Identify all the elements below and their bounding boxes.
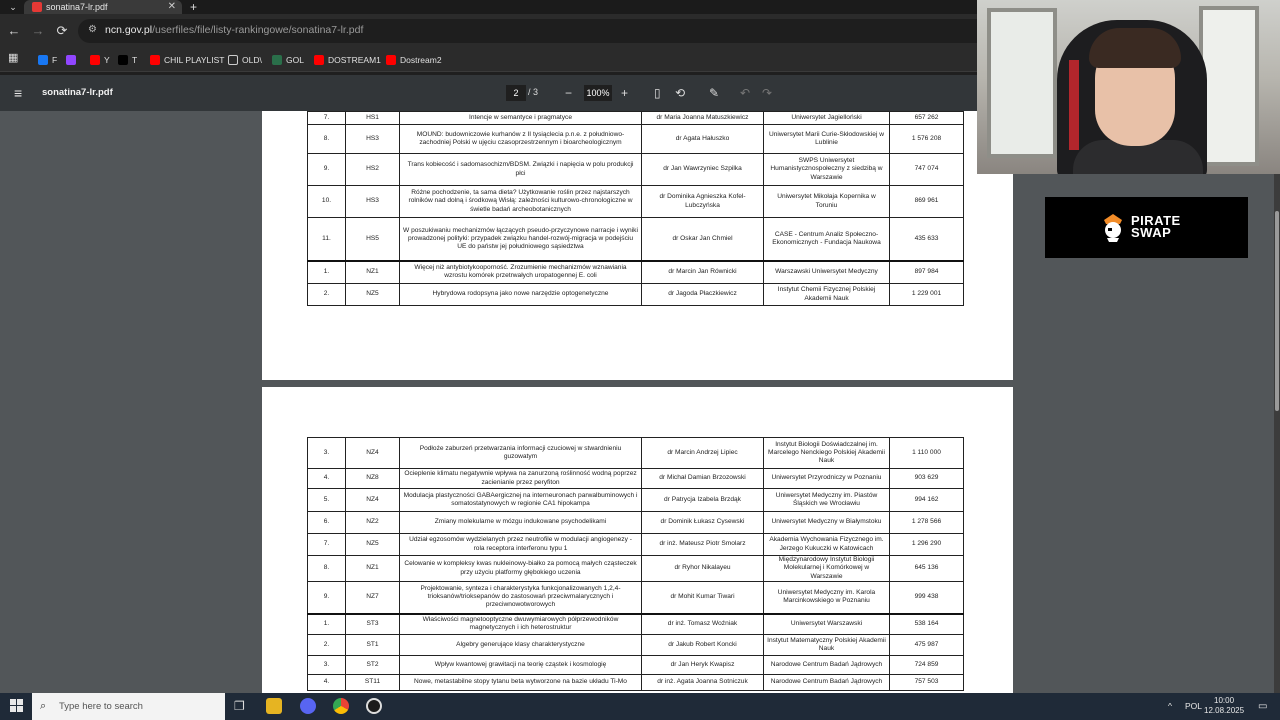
cell-title: Intencje w semantyce i pragmatyce (400, 112, 642, 125)
bookmark-label: F (52, 55, 58, 65)
bookmark-label: T (132, 55, 138, 65)
cell-inst: Warszawski Uniwersytet Medyczny (764, 261, 890, 284)
table-row (308, 635, 964, 656)
cell-amount: 724 859 (890, 656, 964, 675)
cell-person: dr Agata Hałuszko (642, 125, 764, 154)
pdf-page-2 (262, 111, 1013, 380)
new-tab-button[interactable]: + (190, 0, 198, 14)
ranking-table-page2 (307, 111, 964, 306)
url-path: /userfiles/file/listy-rankingowe/sonatina7-lr.pdf (152, 24, 364, 36)
ranking-table-page3 (307, 437, 964, 691)
cell-inst: Uniwersytet Medyczny w Białymstoku (764, 512, 890, 534)
bookmark-favicon-icon (314, 55, 324, 65)
bookmark-item[interactable] (272, 53, 304, 67)
tab-active[interactable] (24, 0, 182, 14)
cell-lp: 9. (308, 582, 346, 614)
site-info-icon[interactable]: ⚙ (88, 24, 97, 35)
cell-inst: CASE - Centrum Analiz Społeczno-Ekonomicznych - Fundacja Naukowa (764, 218, 890, 261)
table-row (308, 512, 964, 534)
chair-stripe (1069, 60, 1079, 150)
cell-amount: 1 278 566 (890, 512, 964, 534)
rotate-icon[interactable]: ⟲ (675, 86, 686, 100)
taskbar-clock[interactable] (1204, 696, 1244, 716)
cell-amount: 475 987 (890, 635, 964, 656)
cell-amount: 897 984 (890, 261, 964, 284)
cell-inst: Międzynarodowy Instytut Biologii Molekularnej i Komórkowej w Warszawie (764, 556, 890, 582)
page-separator: / (528, 87, 531, 97)
cell-lp: 5. (308, 489, 346, 512)
tab-search-button[interactable]: ⌄ (9, 2, 17, 12)
cell-code: HS1 (346, 112, 400, 125)
cell-amount: 657 262 (890, 112, 964, 125)
cell-person: dr Jagoda Płaczkiewicz (642, 284, 764, 306)
cell-code: NZ8 (346, 469, 400, 489)
cell-title: Ocieplenie klimatu negatywnie wpływa na zanurzoną roślinność wodną poprzez zacienianie przez peryfiton (400, 469, 642, 489)
cell-code: HS2 (346, 154, 400, 186)
table-row (308, 438, 964, 469)
cell-title: Więcej niż antybiotykooporność. Zrozumienie mechanizmów wznawiania wzrostu komórek przetrwałych uropatogennej E. coli (400, 261, 642, 284)
notifications-icon[interactable]: ▭ (1258, 701, 1268, 712)
table-row (308, 675, 964, 691)
tray-chevron-icon[interactable]: ^ (1168, 701, 1172, 711)
cell-lp: 8. (308, 556, 346, 582)
language-indicator[interactable]: POL (1185, 701, 1203, 711)
webcam-window-left (987, 8, 1057, 158)
cell-title: MOUND: budowniczowie kurhanów z II tysiąclecia p.n.e. z południowo-zachodniej Polski w ujęciu czasoprzestrzennym i bioarcheologicznym (400, 125, 642, 154)
cell-person: dr inż. Tomasz Woźniak (642, 614, 764, 635)
webcam-window-right (1199, 6, 1259, 166)
tab-title: sonatina7-lr.pdf (46, 2, 108, 12)
logo-text (1131, 215, 1181, 239)
cell-amount: 747 074 (890, 154, 964, 186)
cell-amount: 999 438 (890, 582, 964, 614)
taskbar-search-placeholder: Type here to search (59, 701, 143, 712)
cell-title: Modulacja plastyczności GABAergicznej na interneuronach parwalbuminowych i somatostatynowych w regionie CA1 hipokampa (400, 489, 642, 512)
cell-lp: 11. (308, 218, 346, 261)
cell-lp: 2. (308, 635, 346, 656)
cell-code: ST2 (346, 656, 400, 675)
cell-person: dr Jan Wawrzyniec Szpilka (642, 154, 764, 186)
cell-code: ST1 (346, 635, 400, 656)
cell-title: Algebry generujące klasy charakterystyczne (400, 635, 642, 656)
bookmark-label: OLD\ (242, 55, 262, 65)
cell-lp: 8. (308, 125, 346, 154)
zoom-out-icon[interactable]: − (565, 86, 573, 100)
cell-lp: 9. (308, 154, 346, 186)
menu-icon[interactable]: ≡ (14, 85, 23, 101)
chrome-icon[interactable] (333, 698, 349, 714)
cell-title: Udział egzosomów wydzielanych przez neutrofile w modulacji angiogenezy - rola receptora interferonu typu 1 (400, 534, 642, 556)
cell-title: Celowanie w kompleksy kwas nukleinowy-białko za pomocą małych cząsteczek przy użyciu platformy głębokiego uczenia (400, 556, 642, 582)
cell-inst: Instytut Matematyczny Polskiej Akademii Nauk (764, 635, 890, 656)
zoom-in-icon[interactable]: + (621, 86, 629, 100)
cell-inst: Uniwersytet Medyczny im. Piastów Śląskich we Wrocławiu (764, 489, 890, 512)
bookmark-item[interactable] (386, 53, 442, 67)
zoom-input[interactable]: 100% (584, 85, 612, 101)
page-count (528, 87, 538, 97)
page-total: 3 (533, 87, 539, 97)
cell-amount: 994 162 (890, 489, 964, 512)
file-explorer-icon[interactable] (266, 698, 282, 714)
annotate-icon[interactable]: ✎ (709, 86, 720, 100)
cell-inst: Narodowe Centrum Badań Jądrowych (764, 675, 890, 691)
cell-title: Właściwości magnetooptyczne dwuwymiarowych półprzewodników magnetycznych i ich heterostruktur (400, 614, 642, 635)
table-row (308, 656, 964, 675)
cell-title: Wpływ kwantowej grawitacji na teorię cząstek i kosmologię (400, 656, 642, 675)
cell-lp: 1. (308, 261, 346, 284)
cell-inst: Uniwersytet Warszawski (764, 614, 890, 635)
bookmark-item[interactable] (314, 53, 381, 67)
cell-code: ST11 (346, 675, 400, 691)
bookmark-item[interactable] (66, 53, 80, 67)
pirate-swap-logo (1045, 197, 1248, 258)
cell-title: W poszukiwaniu mechanizmów łączących pseudo-przyczynowe narracje i wyniki prowadzonej polityki: przypadek związku handel-rozwój-migracja w podejściu UE do państw jej południowego sąsiedztwa (400, 218, 642, 261)
table-row (308, 582, 964, 614)
table-row (308, 556, 964, 582)
cell-inst: Akademia Wychowania Fizycznego im. Jerzego Kukuczki w Katowicach (764, 534, 890, 556)
cell-code: HS5 (346, 218, 400, 261)
table-row (308, 534, 964, 556)
cell-person: dr inż. Mateusz Piotr Smolarz (642, 534, 764, 556)
cell-person: dr inż. Agata Joanna Sotniczuk (642, 675, 764, 691)
bookmark-favicon-icon (272, 55, 282, 65)
cell-amount: 1 576 208 (890, 125, 964, 154)
bookmark-item[interactable] (118, 53, 137, 67)
table-row (308, 125, 964, 154)
back-button[interactable]: ← (7, 23, 21, 38)
pdf-title: sonatina7-lr.pdf (42, 87, 113, 98)
clock-time: 10:00 (1214, 696, 1235, 705)
bookmark-label: CHIL PLAYLIST (164, 55, 225, 65)
url-text[interactable] (105, 24, 363, 36)
cell-amount: 903 629 (890, 469, 964, 489)
bookmark-item[interactable] (150, 53, 224, 67)
reload-button[interactable]: ⟳ (56, 23, 68, 38)
table-row (308, 218, 964, 261)
page-number-input[interactable]: 2 (506, 85, 526, 101)
table-row (308, 186, 964, 218)
cell-person: dr Michał Damian Brzozowski (642, 469, 764, 489)
bookmark-item[interactable] (228, 53, 262, 67)
cell-inst: Uniwersytet Przyrodniczy w Poznaniu (764, 469, 890, 489)
cell-inst: Narodowe Centrum Badań Jądrowych (764, 656, 890, 675)
cell-code: NZ1 (346, 556, 400, 582)
discord-icon[interactable] (300, 698, 316, 714)
cell-person: dr Ryhor Nikalayeu (642, 556, 764, 582)
cell-title: Różne pochodzenie, ta sama dieta? Użytkowanie roślin przez najstarszych rolników nad dolną i środkową Wisłą: zależności kulturowo-chronologiczne w świetle badań archeobotanicznych (400, 186, 642, 218)
cell-amount: 645 136 (890, 556, 964, 582)
clock-date: 12.08.2025 (1204, 706, 1245, 715)
table-row (308, 284, 964, 306)
pirate-logo-icon (1101, 212, 1125, 242)
cell-amount: 1 296 290 (890, 534, 964, 556)
cell-title: Projektowanie, synteza i charakterystyka funkcjonalizowanych 1,2,4-trioksanów/trioksepanów do zastosowań przeciwmalarycznych i przeciwnowotworowych (400, 582, 642, 614)
cell-amount: 869 961 (890, 186, 964, 218)
cell-code: NZ4 (346, 489, 400, 512)
scrollbar[interactable] (1274, 111, 1280, 693)
logo-line-1: PIRATE (1131, 213, 1181, 228)
table-row (308, 112, 964, 125)
cell-amount: 435 633 (890, 218, 964, 261)
streamer-hair (1089, 28, 1181, 68)
bookmark-favicon-icon (386, 55, 396, 65)
tab-close-icon[interactable]: ✕ (167, 1, 176, 12)
table-row (308, 261, 964, 284)
bookmark-favicon-icon (150, 55, 160, 65)
bookmark-item[interactable] (38, 53, 57, 67)
bookmark-item[interactable] (90, 53, 110, 67)
fit-page-icon[interactable]: ▯ (654, 86, 661, 100)
taskbar-search[interactable] (32, 693, 225, 720)
undo-icon[interactable]: ↶ (740, 86, 751, 100)
cell-amount: 1 110 000 (890, 438, 964, 469)
cell-lp: 7. (308, 534, 346, 556)
cell-lp: 10. (308, 186, 346, 218)
table-row (308, 489, 964, 512)
forward-button[interactable]: → (31, 23, 45, 38)
cell-code: HS3 (346, 125, 400, 154)
cell-person: dr Marcin Jan Równicki (642, 261, 764, 284)
cell-inst: Instytut Chemii Fizycznej Polskiej Akademii Nauk (764, 284, 890, 306)
cell-code: NZ2 (346, 512, 400, 534)
cell-person: dr Patrycja Izabela Brzdąk (642, 489, 764, 512)
cell-person: dr Maria Joanna Matuszkiewicz (642, 112, 764, 125)
cell-code: NZ4 (346, 438, 400, 469)
table-row (308, 614, 964, 635)
table-row (308, 154, 964, 186)
task-view-icon[interactable]: ❐ (234, 699, 245, 713)
cell-code: NZ7 (346, 582, 400, 614)
cell-person: dr Jakub Robert Koncki (642, 635, 764, 656)
cell-person: dr Oskar Jan Chmiel (642, 218, 764, 261)
cell-amount: 538 164 (890, 614, 964, 635)
cell-inst: Uniwersytet Mikołaja Kopernika w Toruniu (764, 186, 890, 218)
redo-icon[interactable]: ↷ (762, 86, 773, 100)
table-row (308, 469, 964, 489)
bookmark-favicon-icon (66, 55, 76, 65)
cell-person: dr Dominik Łukasz Cysewski (642, 512, 764, 534)
apps-grid-icon[interactable]: ▦ (8, 52, 19, 64)
windows-start-icon[interactable] (10, 699, 24, 713)
cell-person: dr Marcin Andrzej Lipiec (642, 438, 764, 469)
cell-title: Hybrydowa rodopsyna jako nowe narzędzie optogenetyczne (400, 284, 642, 306)
logo-line-2: SWAP (1131, 225, 1172, 240)
cell-inst: SWPS Uniwersytet Humanistycznospołeczny z siedzibą w Warszawie (764, 154, 890, 186)
cell-title: Zmiany molekularne w mózgu indukowane psychodelikami (400, 512, 642, 534)
bookmark-favicon-icon (228, 55, 238, 65)
bookmark-favicon-icon (90, 55, 100, 65)
cell-amount: 1 229 001 (890, 284, 964, 306)
cell-lp: 2. (308, 284, 346, 306)
cell-title: Podłoże zaburzeń przetwarzania informacji czuciowej w stwardnieniu guzowatym (400, 438, 642, 469)
cell-code: HS3 (346, 186, 400, 218)
bookmark-label: Y (104, 55, 110, 65)
bookmark-favicon-icon (38, 55, 48, 65)
cell-lp: 3. (308, 656, 346, 675)
bookmark-label: GOL (286, 55, 304, 65)
cell-inst: Uniwersytet Marii Curie-Skłodowskiej w Lublinie (764, 125, 890, 154)
cell-amount: 757 503 (890, 675, 964, 691)
cell-title: Nowe, metastabilne stopy tytanu beta wytworzone na bazie układu Ti-Mo (400, 675, 642, 691)
cell-person: dr Mohit Kumar Tiwari (642, 582, 764, 614)
cell-lp: 6. (308, 512, 346, 534)
cell-lp: 7. (308, 112, 346, 125)
cell-inst: Instytut Biologii Doświadczalnej im. Marcelego Nenckiego Polskiej Akademii Nauk (764, 438, 890, 469)
pdf-page-3 (262, 387, 1013, 693)
cell-lp: 3. (308, 438, 346, 469)
cell-person: dr Jan Heryk Kwapisz (642, 656, 764, 675)
obs-icon[interactable] (366, 698, 382, 714)
cell-person: dr Dominika Agnieszka Kofel-Lubczyńska (642, 186, 764, 218)
bookmark-label: Dostream2 (400, 55, 442, 65)
search-icon: ⌕ (40, 700, 47, 712)
pdf-file-icon (32, 2, 42, 12)
cell-code: NZ1 (346, 261, 400, 284)
bookmark-favicon-icon (118, 55, 128, 65)
cell-inst: Uniwersytet Medyczny im. Karola Marcinkowskiego w Poznaniu (764, 582, 890, 614)
cell-lp: 4. (308, 675, 346, 691)
scrollbar-thumb[interactable] (1275, 211, 1279, 411)
cell-title: Trans kobiecość i sadomasochizm/BDSM. Związki i napięcia w polu produkcji płci (400, 154, 642, 186)
webcam-overlay (977, 0, 1280, 174)
taskbar (0, 693, 1280, 720)
cell-lp: 1. (308, 614, 346, 635)
cell-lp: 4. (308, 469, 346, 489)
url-domain: ncn.gov.pl (105, 24, 153, 36)
cell-code: NZ5 (346, 534, 400, 556)
cell-code: NZ5 (346, 284, 400, 306)
cell-inst: Uniwersytet Jagielloński (764, 112, 890, 125)
cell-code: ST3 (346, 614, 400, 635)
bookmark-label: DOSTREAM1 (328, 55, 381, 65)
